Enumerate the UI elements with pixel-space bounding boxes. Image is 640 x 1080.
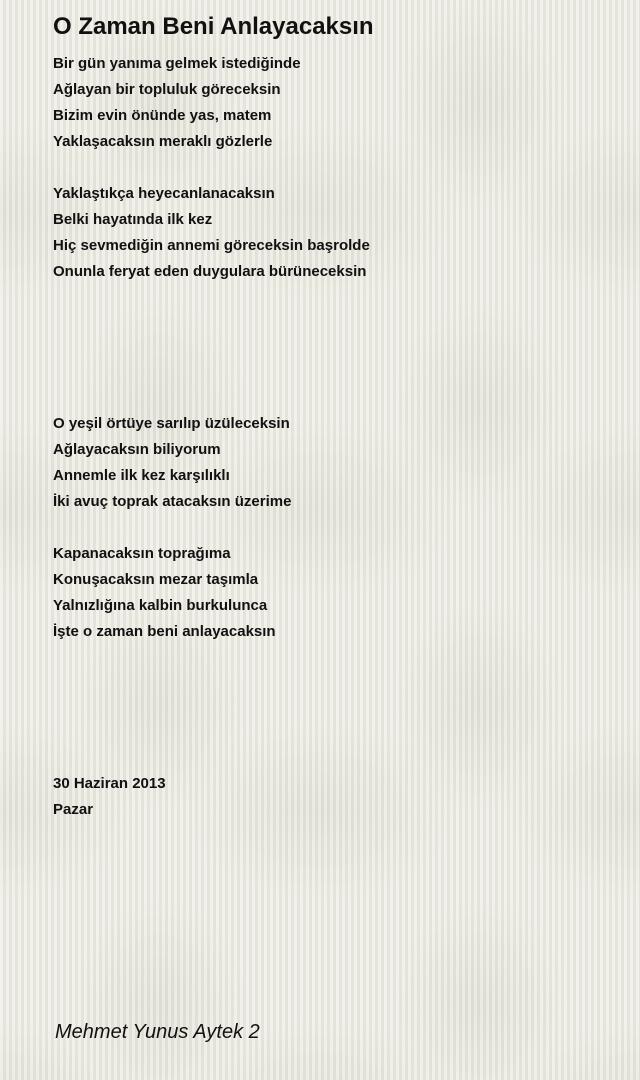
poem-line: İki avuç toprak atacaksın üzerime: [53, 493, 292, 510]
poem-line: Yaklaşacaksın meraklı gözlerle: [53, 133, 273, 150]
poem-line: İşte o zaman beni anlayacaksın: [53, 623, 276, 640]
poem-line: Yaklaştıkça heyecanlanacaksın: [53, 185, 275, 202]
poem-line: O yeşil örtüye sarılıp üzüleceksin: [53, 415, 290, 432]
poem-line: Onunla feryat eden duygulara bürüneceksin: [53, 263, 367, 280]
poem-line: Bizim evin önünde yas, matem: [53, 107, 272, 124]
poem-line: Belki hayatında ilk kez: [53, 211, 213, 228]
poem-line: Yalnızlığına kalbin burkulunca: [53, 597, 268, 614]
poem-day: Pazar: [53, 801, 94, 818]
poem-line: Ağlayacaksın biliyorum: [53, 441, 221, 458]
poem-author: Mehmet Yunus Aytek 2: [55, 1021, 260, 1043]
poem-line: Kapanacaksın toprağıma: [53, 545, 231, 562]
poem-line: Ağlayan bir topluluk göreceksin: [53, 81, 281, 98]
poem-line: Hiç sevmediğin annemi göreceksin başrolde: [53, 237, 370, 254]
poem-line: Konuşacaksın mezar taşımla: [53, 571, 259, 588]
poem-line: Bir gün yanıma gelmek istediğinde: [53, 55, 301, 72]
poem-title: O Zaman Beni Anlayacaksın: [53, 13, 374, 40]
poem-date: 30 Haziran 2013: [53, 775, 166, 792]
poem-line: Annemle ilk kez karşılıklı: [53, 467, 230, 484]
